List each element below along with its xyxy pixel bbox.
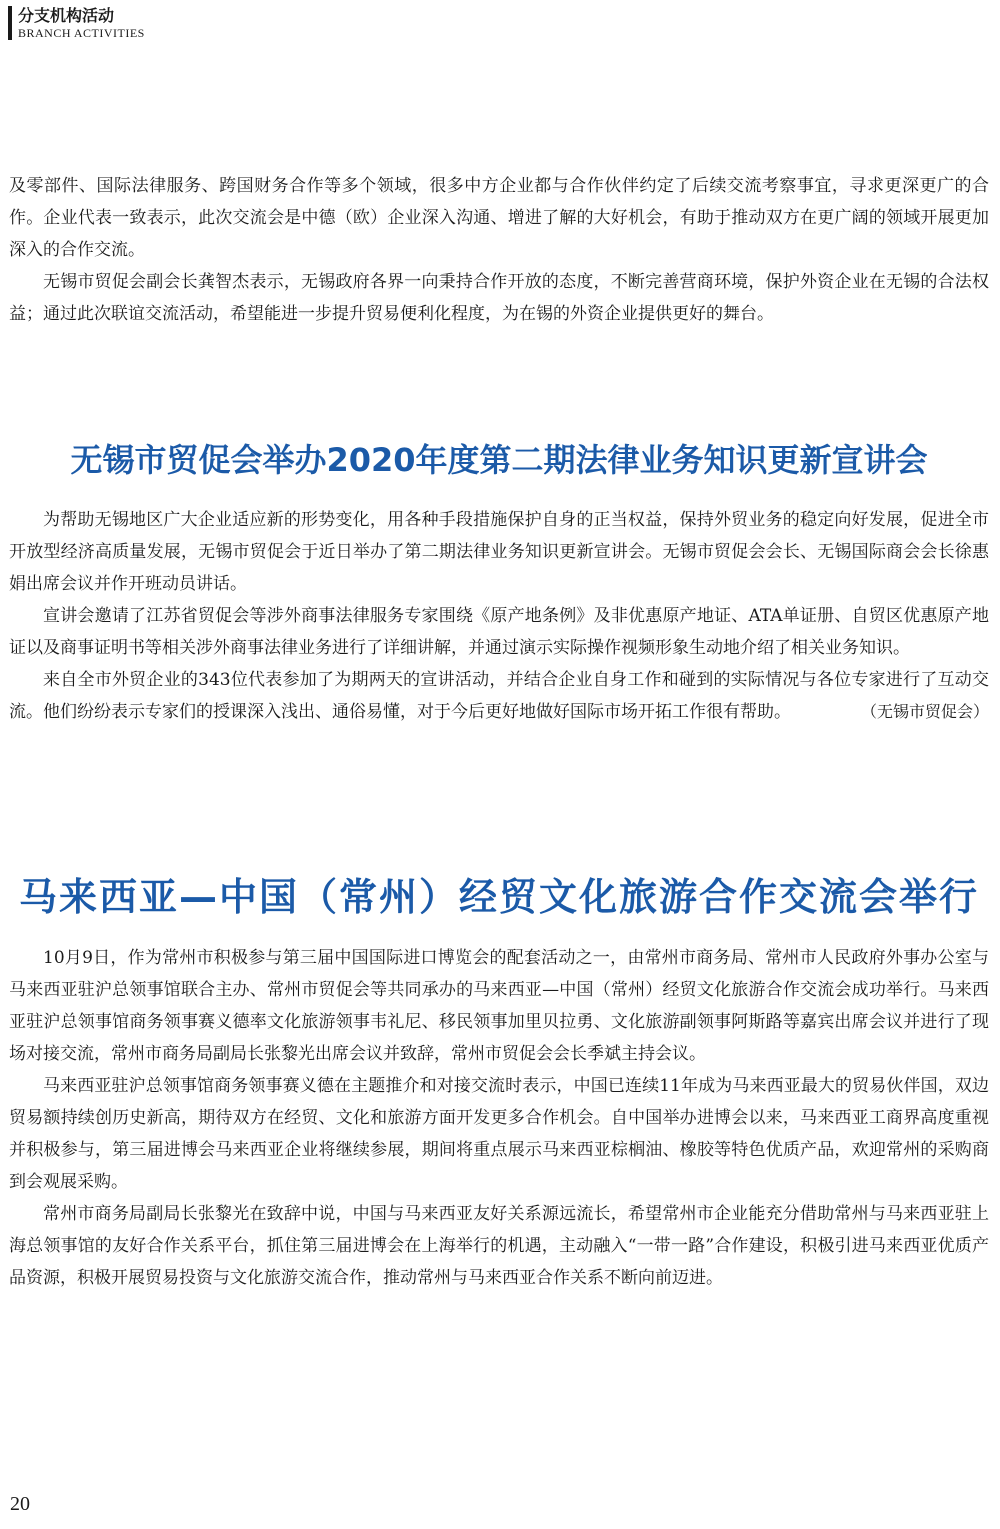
article-2-title: 马来西亚—中国（常州）经贸文化旅游合作交流会举行 (18, 875, 979, 919)
page-number: 20 (10, 1493, 30, 1515)
article-1-title: 无锡市贸促会举办2020年度第二期法律业务知识更新宣讲会 (70, 441, 928, 479)
article-1-paragraph-1: 为帮助无锡地区广大企业适应新的形势变化，用各种手段措施保护自身的正当权益，保持外贸业务的稳定向好发展，促进全市开放型经济高质量发展，无锡市贸促会于近日举办了第二期法律业务知识更新宣讲会。无锡市贸促会会长、无锡国际商会会长徐惠娟出席会议并作开班动员讲话。 (9, 510, 989, 594)
article-2-paragraph-3: 常州市商务局副局长张黎光在致辞中说，中国与马来西亚友好关系源远流长，希望常州市企业能充分借助常州与马来西亚驻上海总领事馆的友好合作关系平台，抓住第三届进博会在上海举行的机遇，主动融入“一带一路”合作建设，积极引进马来西亚优质产品资源，积极开展贸易投资与文化旅游交流合作，推动常州与马来西亚合作关系不断向前迈进。 (9, 1204, 989, 1288)
section-header (8, 6, 145, 40)
section-title-en: BRANCH ACTIVITIES (18, 26, 145, 40)
article-1-body (9, 504, 989, 728)
intro-paragraph-2: 无锡市贸促会副会长龚智杰表示，无锡政府各界一向秉持合作开放的态度，不断完善营商环境，保护外资企业在无锡的合法权益；通过此次联谊交流活动，希望能进一步提升贸易便利化程度，为在锡的外资企业提供更好的舞台。 (9, 272, 989, 324)
intro-section (9, 170, 989, 330)
section-title-cn: 分支机构活动 (18, 6, 115, 25)
article-2-body (9, 942, 989, 1294)
article-2-paragraph-1: 10月9日，作为常州市积极参与第三届中国国际进口博览会的配套活动之一，由常州市商务局、常州市人民政府外事办公室与马来西亚驻沪总领事馆联合主办、常州市贸促会等共同承办的马来西亚—中国（常州）经贸文化旅游合作交流会成功举行。马来西亚驻沪总领事馆商务领事赛义德率文化旅游领事韦礼尼、移民领事加里贝拉勇、文化旅游副领事阿斯路等嘉宾出席会议并进行了现场对接交流，常州市商务局副局长张黎光出席会议并致辞，常州市贸促会会长季斌主持会议。 (9, 948, 989, 1064)
article-1-paragraph-2: 宣讲会邀请了江苏省贸促会等涉外商事法律服务专家围绕《原产地条例》及非优惠原产地证、ATA单证册、自贸区优惠原产地证以及商事证明书等相关涉外商事法律业务进行了详细讲解，并通过演示实际操作视频形象生动地介绍了相关业务知识。 (9, 606, 989, 658)
article-1-paragraph-3: 来自全市外贸企业的343位代表参加了为期两天的宣讲活动，并结合企业自身工作和碰到的实际情况与各位专家进行了互动交流。他们纷纷表示专家们的授课深入浅出、通俗易懂，对于今后更好地做好国际市场开拓工作很有帮助。 (9, 670, 989, 722)
article-2-paragraph-2: 马来西亚驻沪总领事馆商务领事赛义德在主题推介和对接交流时表示，中国已连续11年成为马来西亚最大的贸易伙伴国，双边贸易额持续创历史新高，期待双方在经贸、文化和旅游方面开发更多合作机会。自中国举办进博会以来，马来西亚工商界高度重视并积极参与，第三届进博会马来西亚企业将继续参展，期间将重点展示马来西亚棕榈油、橡胶等特色优质产品，欢迎常州的采购商到会观展采购。 (9, 1076, 989, 1192)
intro-paragraph-1: 及零部件、国际法律服务、跨国财务合作等多个领域，很多中方企业都与合作伙伴约定了后续交流考察事宜，寻求更深更广的合作。企业代表一致表示，此次交流会是中德（欧）企业深入沟通、增进了解的大好机会，有助于推动双方在更广阔的领域开展更加深入的合作交流。 (9, 176, 989, 260)
article-1-source: （无锡市贸促会） (860, 702, 989, 721)
